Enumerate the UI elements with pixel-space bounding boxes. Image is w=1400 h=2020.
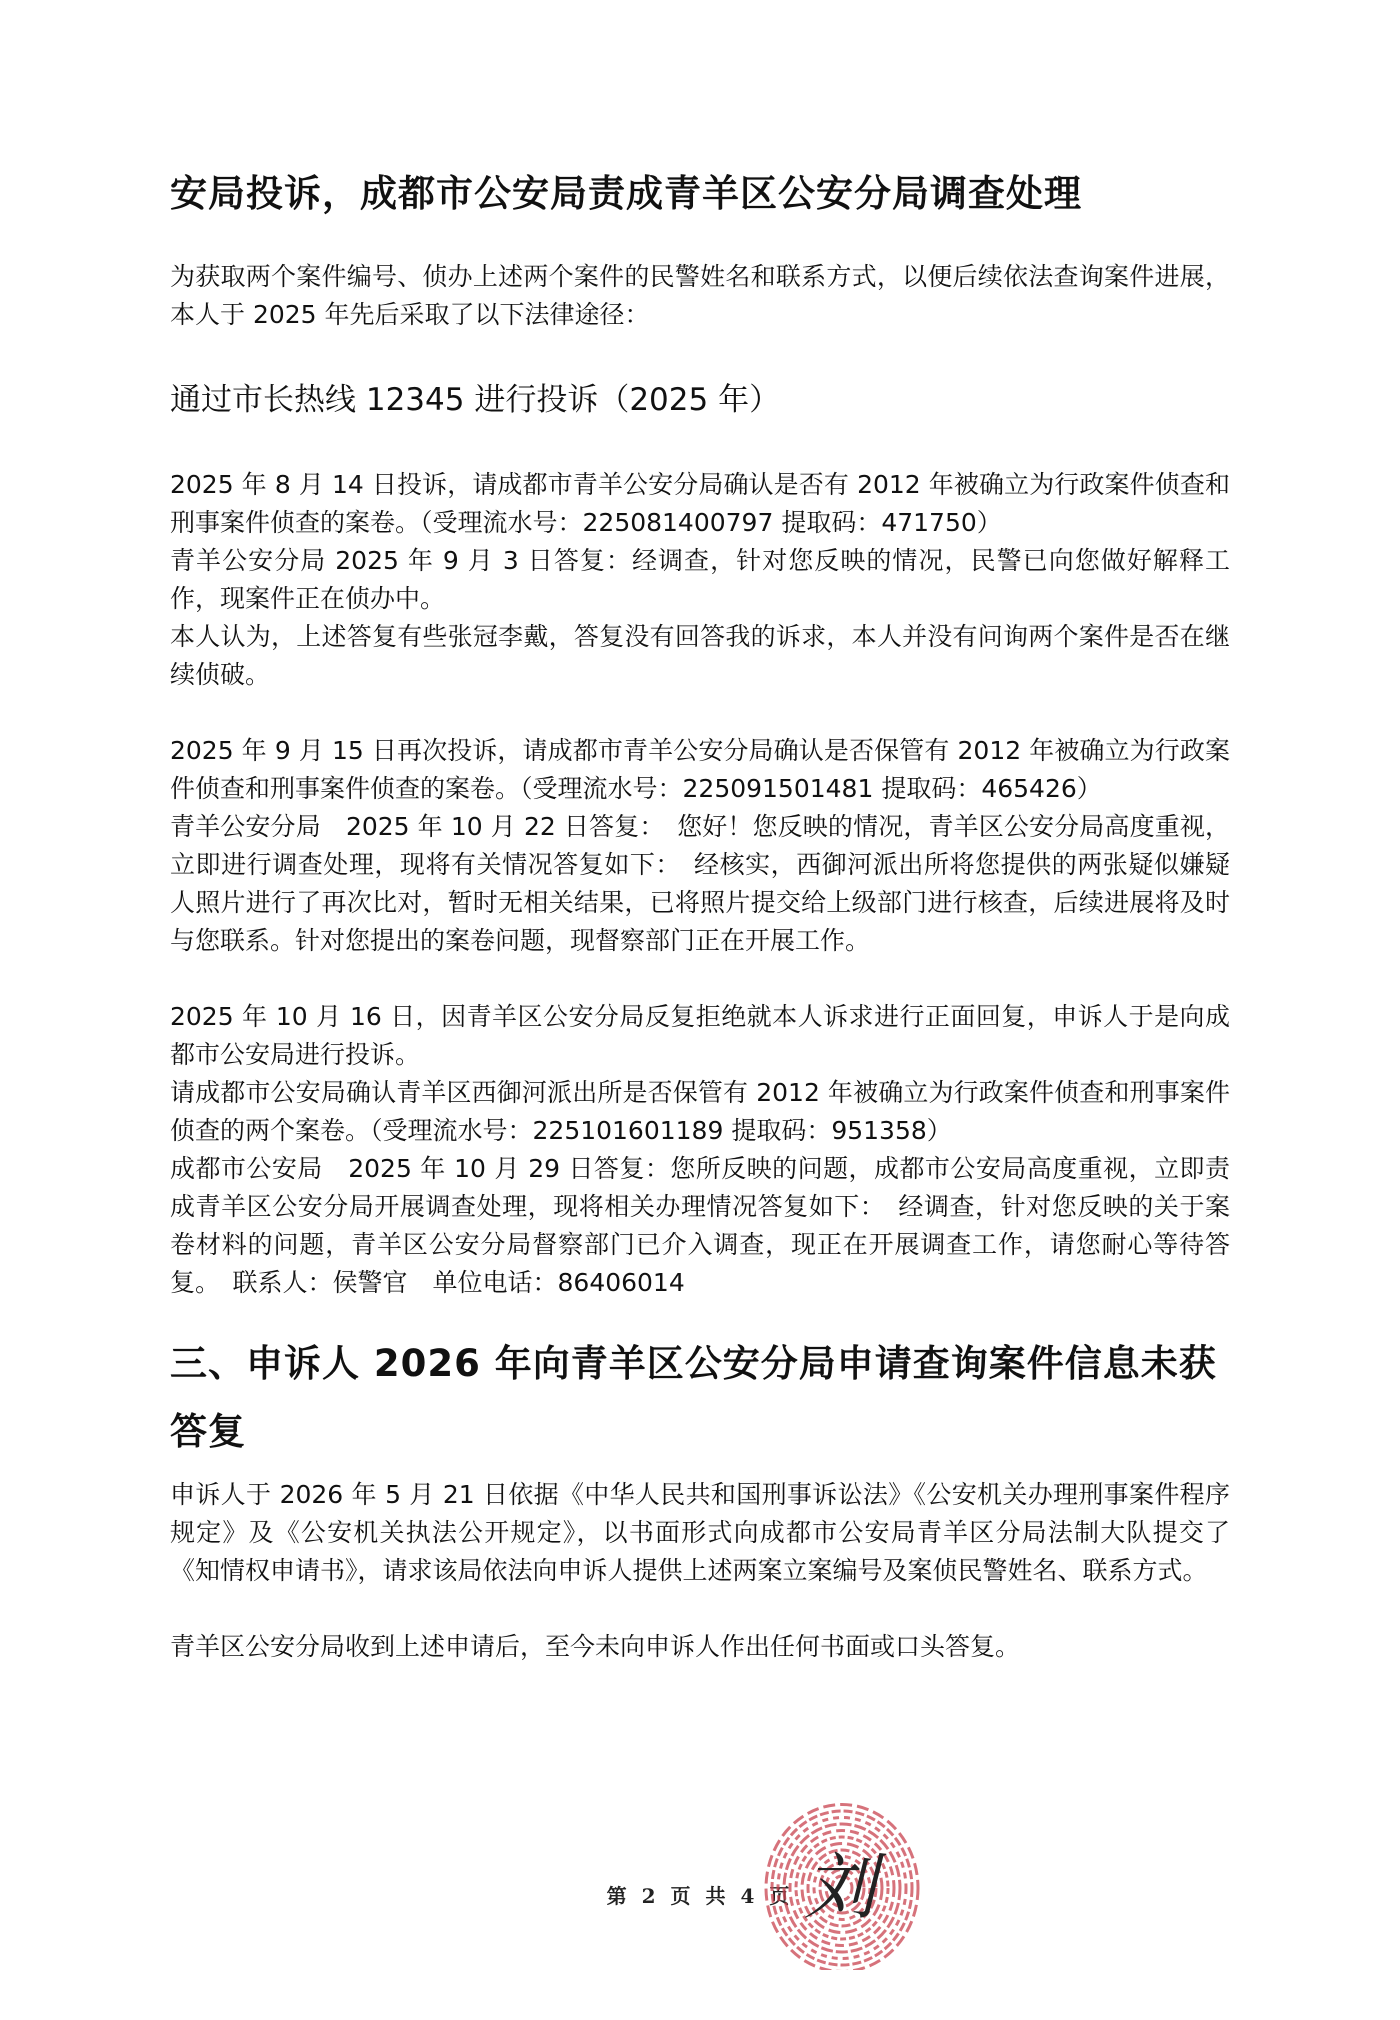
fingerprint-seal-icon [760,1800,920,1970]
section-heading: 安局投诉，成都市公安局责成青羊区公安分局调查处理 [170,172,1082,215]
complaint1-opinion: 本人认为，上述答复有些张冠李戴，答复没有回答我的诉求，本人并没有问询两个案件是否在继续侦破。 [170,622,1230,690]
complaint3-reply: 成都市公安局 2025 年 10 月 29 日答复：您所反映的问题，成都市公安局高度重视，立即责成青羊区公安分局开展调查处理，现将相关办理情况答复如下： 经调查，针对您反映的关于案卷材料的问题，青羊区公安分局督察部门已介入调查，现正在开展调查工作，请您耐心等待答复。 联系人：侯警官 单位电话：86406014 [170,1154,1230,1298]
section-three-paragraph-1: 申诉人于 2026 年 5 月 21 日依据《中华人民共和国刑事诉讼法》《公安机关办理刑事案件程序规定》及《公安机关执法公开规定》，以书面形式向成都市公安局青羊区分局法制大队提交了《知情权申请书》，请求该局依法向申诉人提供上述两案立案编号及案侦民警姓名、联系方式。 [170,1480,1230,1586]
document-body [170,170,1230,1666]
section-three-paragraph-2: 青羊区公安分局收到上述申请后，至今未向申诉人作出任何书面或口头答复。 [170,1632,1021,1662]
hotline-subheading: 通过市长热线 12345 进行投诉（2025 年） [170,382,781,419]
page-number: 第 2 页 共 4 页 [606,1884,794,1908]
complaint2-text: 2025 年 9 月 15 日再次投诉，请成都市青羊公安分局确认是否保管有 2012 年被确立为行政案件侦查和刑事案件侦查的案卷。（受理流水号：225091501481 提取码：465426） [170,736,1231,804]
complaint2-reply: 青羊公安分局 2025 年 10 月 22 日答复： 您好！您反映的情况，青羊区公安分局高度重视，立即进行调查处理，现将有关情况答复如下： 经核实，西御河派出所将您提供的两张疑似嫌疑人照片进行了再次比对，暂时无相关结果，已将照片提交给上级部门进行核查，后续进展将及时与您联系。针对您提出的案卷问题，现督察部门正在开展工作。 [170,812,1230,956]
intro-paragraph: 为获取两个案件编号、侦办上述两个案件的民警姓名和联系方式，以便后续依法查询案件进展，本人于 2025 年先后采取了以下法律途径： [170,262,1230,330]
section-three-title: 三、申诉人 2026 年向青羊区公安分局申请查询案件信息未获答复 [170,1342,1217,1454]
complaint1-text: 2025 年 8 月 14 日投诉，请成都市青羊公安分局确认是否有 2012 年被确立为行政案件侦查和刑事案件侦查的案卷。（受理流水号：225081400797 提取码：471750） [170,470,1230,538]
signature: 刘 [803,1845,877,1929]
complaint1-reply: 青羊公安分局 2025 年 9 月 3 日答复：经调查，针对您反映的情况，民警已向您做好解释工作，现案件正在侦办中。 [170,546,1230,614]
complaint3-request: 请成都市公安局确认青羊区西御河派出所是否保管有 2012 年被确立为行政案件侦查和刑事案件侦查的两个案卷。（受理流水号：225101601189 提取码：951358） [170,1078,1230,1146]
complaint3-text: 2025 年 10 月 16 日，因青羊区公安分局反复拒绝就本人诉求进行正面回复，申诉人于是向成都市公安局进行投诉。 [170,1002,1230,1070]
